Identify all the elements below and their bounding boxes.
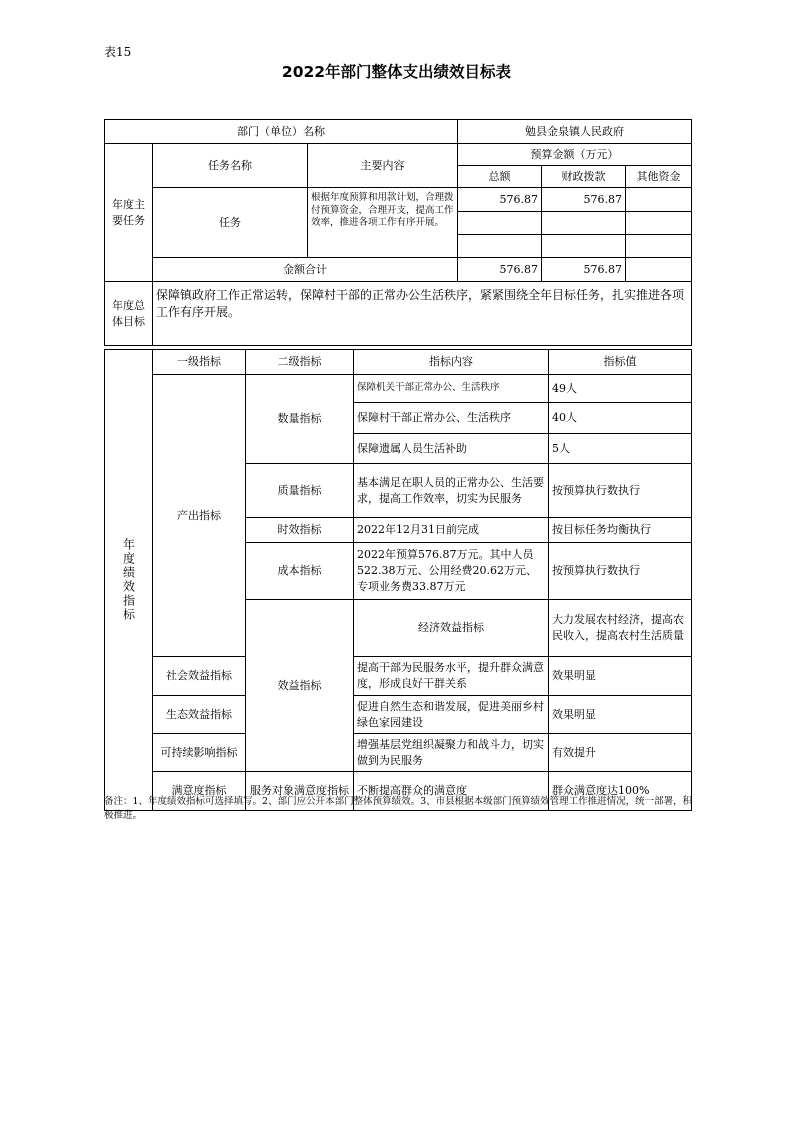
- col-level2: 二级指标: [246, 350, 354, 375]
- dept-name-label: 部门（单位）名称: [105, 120, 458, 144]
- task-total-cell: 576.87: [458, 188, 542, 212]
- indicator-value: 按目标任务均衡执行: [549, 518, 692, 543]
- col-indicator-value: 指标值: [549, 350, 692, 375]
- col-total: 总额: [458, 166, 542, 188]
- task-other-cell: [626, 188, 692, 212]
- col-fiscal: 财政拨款: [542, 166, 626, 188]
- indicator-value: 效果明显: [549, 657, 692, 696]
- col-indicator-content: 指标内容: [354, 350, 549, 375]
- indicator-content: 增强基层党组织凝聚力和战斗力，切实做到为民服务: [354, 734, 549, 772]
- indicator-content: 保障机关干部正常办公、生活秩序: [354, 375, 549, 403]
- empty-cell: [626, 235, 692, 258]
- timeliness-indicator-label: 时效指标: [246, 518, 354, 543]
- service-satisfaction-label: 服务对象满意度指标: [246, 772, 354, 811]
- indicator-value: 5人: [549, 434, 692, 464]
- indicator-value: 有效提升: [549, 734, 692, 772]
- indicator-content: 2022年12月31日前完成: [354, 518, 549, 543]
- eco-indicator-label: 生态效益指标: [153, 696, 246, 734]
- satisfaction-indicator-label: 满意度指标: [153, 772, 246, 811]
- empty-cell: [626, 212, 692, 235]
- indicator-content: 提高干部为民服务水平，提升群众满意度，形成良好干群关系: [354, 657, 549, 696]
- amount-sum-fiscal: 576.87: [542, 258, 626, 282]
- indicator-content: 保障遗属人员生活补助: [354, 434, 549, 464]
- indicator-value: 群众满意度达100%: [549, 772, 692, 811]
- indicator-value: 按预算执行数执行: [549, 464, 692, 518]
- indicator-content: 2022年预算576.87万元。其中人员522.38万元、公用经费20.62万元、专项业务费33.87万元: [354, 543, 549, 600]
- amount-sum-total: 576.87: [458, 258, 542, 282]
- annual-goal-text: 保障镇政府工作正常运转，保障村干部的正常办公生活秩序，紧紧围绕全年目标任务，扎实推进各项工作有序开展。: [153, 282, 692, 346]
- indicator-content: 保障村干部正常办公、生活秩序: [354, 403, 549, 434]
- annual-task-label: 年度主要任务: [105, 144, 153, 282]
- empty-cell: [458, 235, 542, 258]
- col-budget-amount: 预算金额（万元）: [458, 144, 692, 166]
- cost-indicator-label: 成本指标: [246, 543, 354, 600]
- amount-sum-other: [626, 258, 692, 282]
- indicator-value: 效果明显: [549, 696, 692, 734]
- page-title: 2022年部门整体支出绩效目标表: [281, 63, 512, 81]
- indicator-value: 按预算执行数执行: [549, 543, 692, 600]
- performance-indicator-table: [104, 349, 692, 811]
- indicator-content: 基本满足在职人员的正常办公、生活要求，提高工作效率，切实为民服务: [354, 464, 549, 518]
- task-content-cell: 根据年度预算和用款计划，合理拨付预算资金，合理开支，提高工作效率，推进各项工作有序开展。: [308, 188, 458, 258]
- empty-cell: [458, 212, 542, 235]
- col-level1: 一级指标: [153, 350, 246, 375]
- col-other: 其他资金: [626, 166, 692, 188]
- effect-indicator-label: 效益指标: [246, 600, 354, 772]
- sustain-indicator-label: 可持续影响指标: [153, 734, 246, 772]
- table-number-label: 表15: [104, 45, 132, 59]
- task-name-cell: 任务: [153, 188, 308, 258]
- indicator-content: 不断提高群众的满意度: [354, 772, 549, 811]
- footer-notes: 备注：1、年度绩效指标可选择填写。2、部门应公开本部门整体预算绩效。3、市县根据本级部门预算绩效管理工作推进情况，统一部署，积极推进。: [104, 796, 693, 821]
- social-indicator-label: 社会效益指标: [153, 657, 246, 696]
- empty-cell: [542, 235, 626, 258]
- empty-cell: [542, 212, 626, 235]
- output-indicator-label: 产出指标: [153, 375, 246, 657]
- quality-indicator-label: 质量指标: [246, 464, 354, 518]
- col-main-content: 主要内容: [308, 144, 458, 188]
- indicator-value: 49人: [549, 375, 692, 403]
- task-fiscal-cell: 576.87: [542, 188, 626, 212]
- col-task-name: 任务名称: [153, 144, 308, 188]
- performance-indicator-label: 年度绩效指标: [105, 350, 153, 811]
- economic-indicator-label: 经济效益指标: [354, 600, 549, 657]
- indicator-value: 40人: [549, 403, 692, 434]
- annual-goal-label: 年度总体目标: [105, 282, 153, 346]
- amount-sum-label: 金额合计: [153, 258, 458, 282]
- dept-name-value: 勉县金泉镇人民政府: [458, 120, 692, 144]
- indicator-content: 大力发展农村经济，提高农民收入，提高农村生活质量: [549, 600, 692, 657]
- indicator-content: 促进自然生态和谐发展，促进美丽乡村绿色家园建设: [354, 696, 549, 734]
- quantity-indicator-label: 数量指标: [246, 375, 354, 464]
- budget-task-table: [104, 119, 692, 346]
